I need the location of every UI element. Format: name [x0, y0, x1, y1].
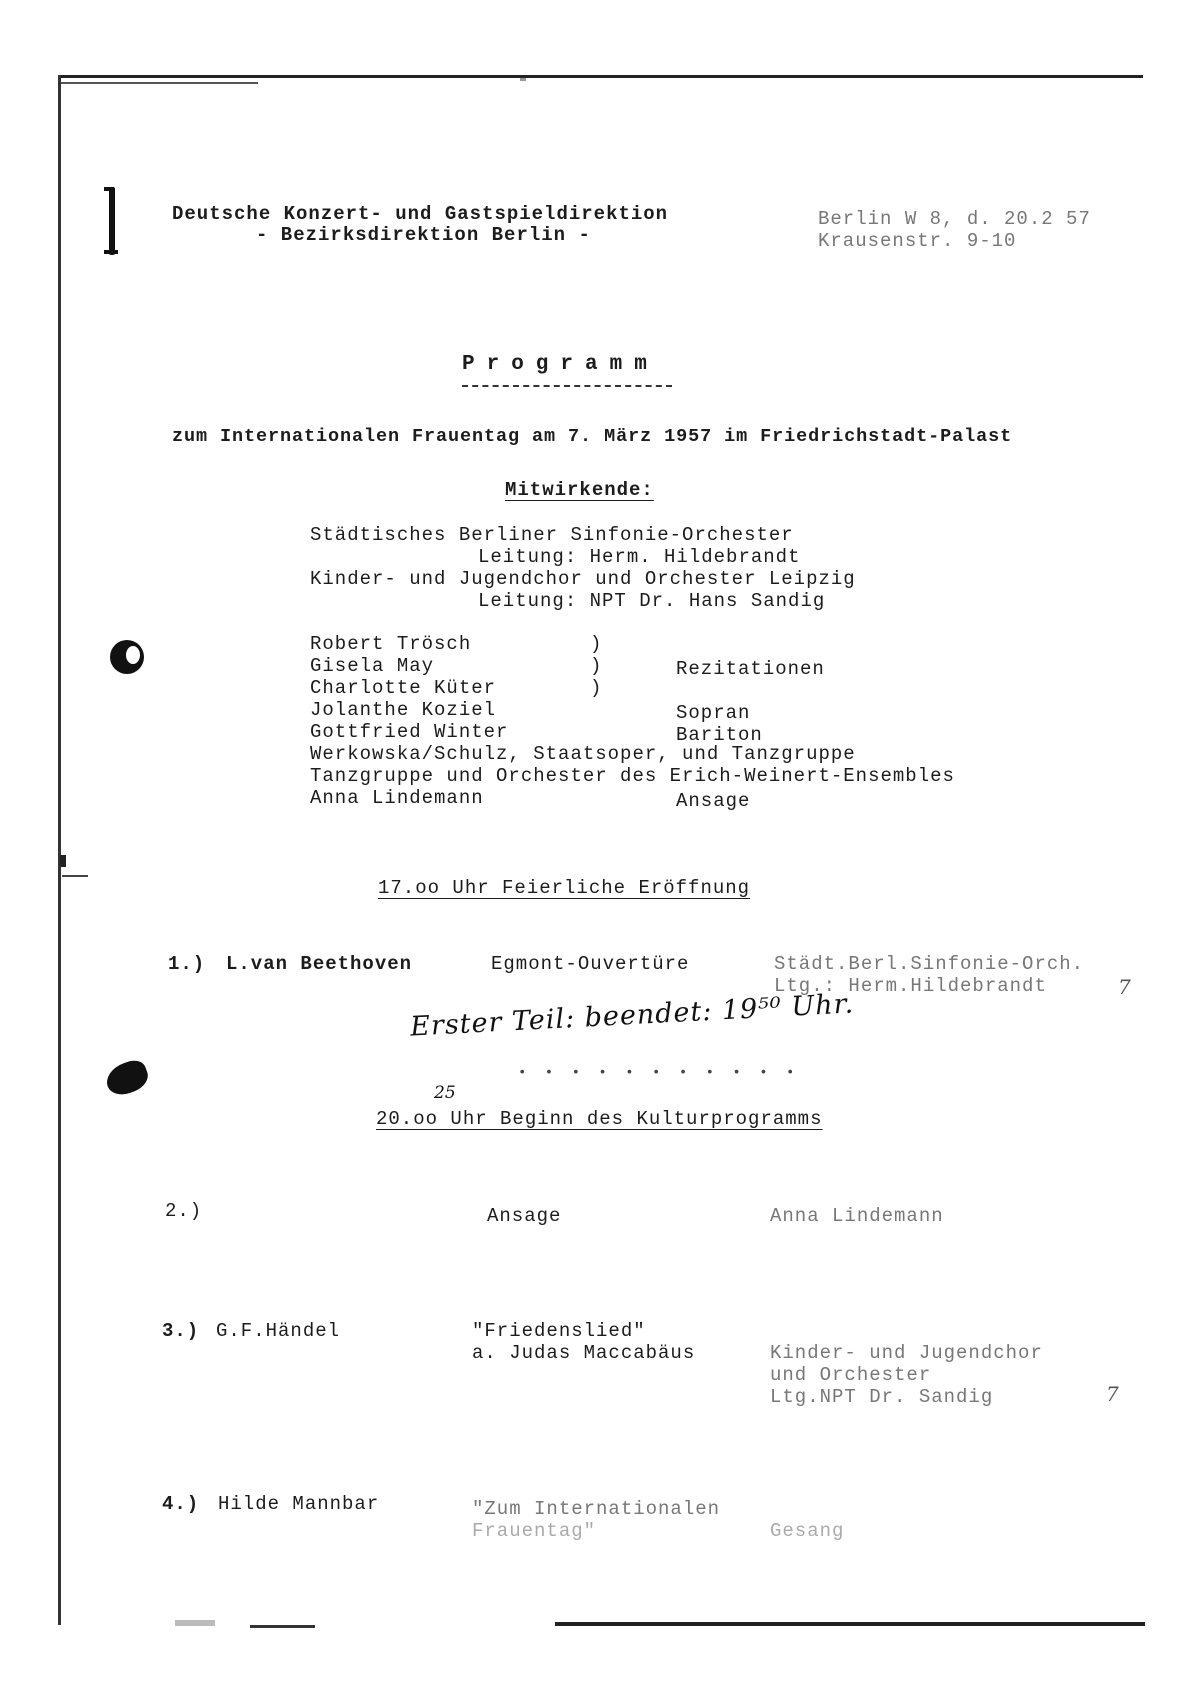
item-performer: und Orchester: [770, 1364, 932, 1386]
margin-mark: [104, 250, 118, 254]
performer-name: Tanzgruppe und Orchester des Erich-Weinert-Ensembles: [310, 765, 955, 787]
performer-name: Gottfried Winter: [310, 721, 509, 743]
item-composer: Hilde Mannbar: [218, 1493, 380, 1515]
brace-mark: ): [590, 633, 602, 655]
item-work: Frauentag": [472, 1520, 597, 1542]
handwritten-mark: 7: [1106, 1382, 1119, 1406]
speck: [60, 855, 66, 867]
page-title: Programm: [462, 353, 659, 376]
margin-mark: [109, 187, 115, 255]
item-composer: G.F.Händel: [216, 1320, 341, 1342]
handwritten-note: Erster Teil: beendet: 19⁵⁰ Uhr.: [409, 988, 855, 1043]
item-number: 2.): [165, 1200, 203, 1222]
org-line-1: Deutsche Konzert- und Gastspieldirektion: [172, 203, 669, 225]
handwritten-mark: 7: [1118, 975, 1131, 999]
ensemble-leitung: Leitung: Herm. Hildebrandt: [478, 546, 801, 568]
brace-mark: ): [590, 655, 602, 677]
address-line-1: Berlin W 8, d. 20.2 57: [818, 208, 1091, 230]
brace-mark: ): [590, 677, 602, 699]
performer-name: Anna Lindemann: [310, 787, 484, 809]
item-performer: Ltg.NPT Dr. Sandig: [770, 1386, 994, 1408]
item-performer: Städt.Berl.Sinfonie-Orch.: [774, 953, 1085, 975]
speck: [520, 78, 526, 81]
performer-name: Charlotte Küter: [310, 677, 497, 699]
item-number: 1.): [168, 953, 206, 975]
occasion-line: zum Internationalen Frauentag am 7. März 1957 im Friedrichstadt-Palast: [172, 426, 1013, 447]
ensemble-name: Städtisches Berliner Sinfonie-Orchester: [310, 524, 794, 546]
bottom-border-line: [555, 1622, 1145, 1626]
performer-role: Bariton: [676, 724, 763, 746]
item-number: 4.): [162, 1493, 200, 1515]
item-work: "Zum Internationalen: [472, 1498, 721, 1520]
item-work: Ansage: [487, 1205, 562, 1227]
opening-heading: 17.oo Uhr Feierliche Eröffnung: [378, 877, 751, 899]
handwritten-correction: 25: [434, 1083, 456, 1103]
culture-heading: 20.oo Uhr Beginn des Kulturprogramms: [376, 1108, 823, 1130]
item-composer: L.van Beethoven: [226, 953, 413, 975]
speck: [62, 875, 88, 877]
item-work: "Friedenslied": [472, 1320, 646, 1342]
item-work: Egmont-Ouvertüre: [491, 953, 690, 975]
punch-hole: [102, 1057, 152, 1100]
item-performer: Kinder- und Jugendchor: [770, 1342, 1043, 1364]
item-performer: Gesang: [770, 1520, 845, 1542]
top-border-line: [58, 75, 1143, 78]
left-border-line: [58, 75, 61, 1625]
participants-heading: Mitwirkende:: [505, 479, 654, 501]
performer-role: Sopran: [676, 702, 751, 724]
bottom-border-fragment: [250, 1625, 315, 1628]
performer-name: Jolanthe Koziel: [310, 699, 497, 721]
separator-dots: • • • • • • • • • • •: [518, 1065, 800, 1081]
speck: [175, 1620, 215, 1626]
item-number: 3.): [162, 1320, 200, 1342]
ensemble-leitung: Leitung: NPT Dr. Hans Sandig: [478, 590, 826, 612]
punch-hole: [110, 640, 144, 674]
address-line-2: Krausenstr. 9-10: [818, 230, 1017, 252]
performer-name: Gisela May: [310, 655, 435, 677]
item-performer: Ltg.: Herm.Hildebrandt: [774, 975, 1047, 997]
item-work: a. Judas Maccabäus: [472, 1342, 696, 1364]
performer-role: Ansage: [676, 790, 751, 812]
performer-name: Werkowska/Schulz, Staatsoper, und Tanzgruppe: [310, 743, 856, 765]
ensemble-name: Kinder- und Jugendchor und Orchester Leipzig: [310, 568, 856, 590]
item-performer: Anna Lindemann: [770, 1205, 944, 1227]
title-underline: [462, 385, 672, 387]
performer-role: Rezitationen: [676, 658, 825, 680]
org-line-2: - Bezirksdirektion Berlin -: [256, 224, 591, 246]
performer-name: Robert Trösch: [310, 633, 472, 655]
top-border-smudge: [58, 82, 258, 84]
